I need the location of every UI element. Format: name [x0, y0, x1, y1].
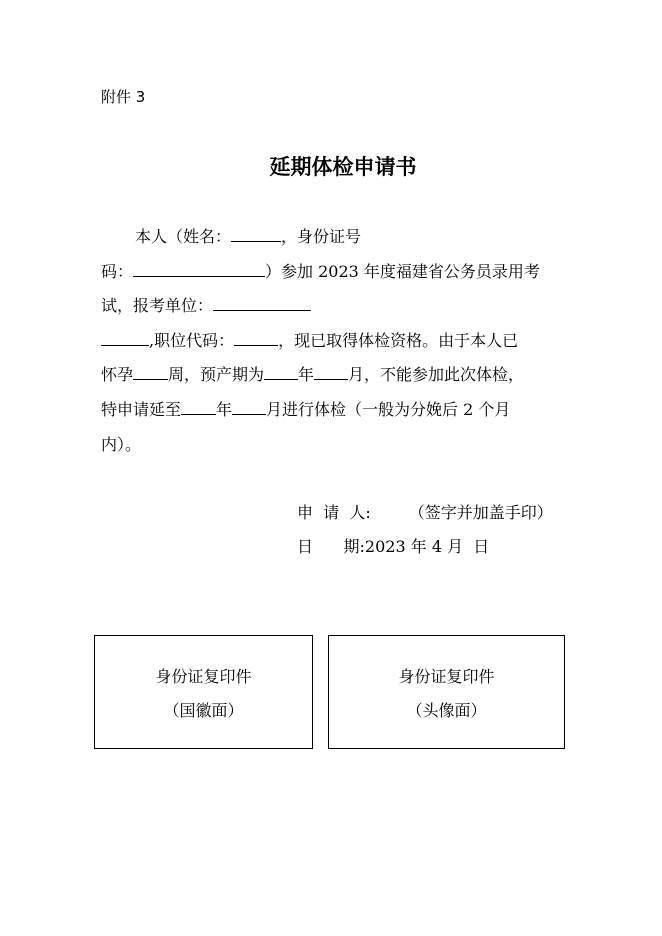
text-id-prefix: ，身份证号 — [281, 227, 362, 246]
position-code-blank[interactable] — [234, 328, 278, 346]
body-line-2 — [101, 257, 571, 292]
text-end: 内）。 — [101, 434, 142, 454]
unit-blank[interactable] — [213, 293, 311, 311]
name-blank[interactable] — [231, 224, 281, 242]
text-unit-label: 试，报考单位： — [101, 296, 214, 316]
text-cannot-attend: 月，不能参加此次体检， — [348, 365, 525, 385]
text-delay-request: 特申请延至 — [101, 399, 182, 419]
due-year-blank[interactable] — [264, 362, 298, 380]
applicant-label: 申 请 人: — [297, 503, 371, 522]
id-number-blank[interactable] — [133, 259, 265, 277]
text-exam-info: ）参加 2023 年度福建省公务员录用考 — [265, 261, 540, 281]
due-month-blank[interactable] — [314, 362, 348, 380]
text-pregnant: 怀孕 — [101, 365, 134, 385]
application-body — [101, 222, 571, 464]
id-copy-label: 身份证复印件 — [155, 667, 252, 686]
date-value: 2023 年 4 月 日 — [364, 537, 490, 556]
text-qualification: ，现已取得体检资格。由于本人已 — [278, 330, 519, 350]
body-line-5 — [101, 360, 571, 395]
weeks-blank[interactable] — [133, 362, 168, 380]
id-copy-emblem-box — [94, 635, 313, 749]
unit-blank-continued[interactable] — [101, 328, 149, 346]
emblem-side-label: （国徽面） — [163, 701, 244, 720]
photo-side-label: （头像面） — [406, 701, 487, 720]
attachment-number: 附件 3 — [101, 88, 146, 106]
delay-month-blank[interactable] — [232, 397, 266, 415]
id-copy-photo-box — [328, 635, 565, 749]
body-line-6 — [101, 395, 571, 430]
delay-year-blank[interactable] — [181, 397, 216, 415]
text-position-code: ,职位代码： — [149, 330, 235, 350]
date-label: 日 期: — [297, 537, 365, 556]
applicant-line — [297, 498, 553, 532]
text-due-date: 周，预产期为 — [168, 365, 265, 385]
body-line-1 — [101, 222, 571, 257]
text-name-prefix: 本人（姓名： — [135, 227, 232, 246]
text-exam-after: 月进行体检（一般为分娩后 2 个月 — [266, 399, 511, 419]
text-year-2: 年 — [216, 399, 233, 419]
body-line-4 — [101, 326, 571, 361]
text-id-code: 码： — [101, 261, 134, 281]
body-line-3 — [101, 291, 571, 326]
signature-block — [297, 498, 553, 566]
document-title: 延期体检申请书 — [269, 155, 417, 179]
id-copy-label: 身份证复印件 — [398, 667, 495, 686]
body-line-7 — [101, 430, 571, 465]
applicant-note: （签字并加盖手印） — [408, 503, 553, 522]
date-line — [297, 532, 553, 566]
text-year: 年 — [298, 365, 315, 385]
